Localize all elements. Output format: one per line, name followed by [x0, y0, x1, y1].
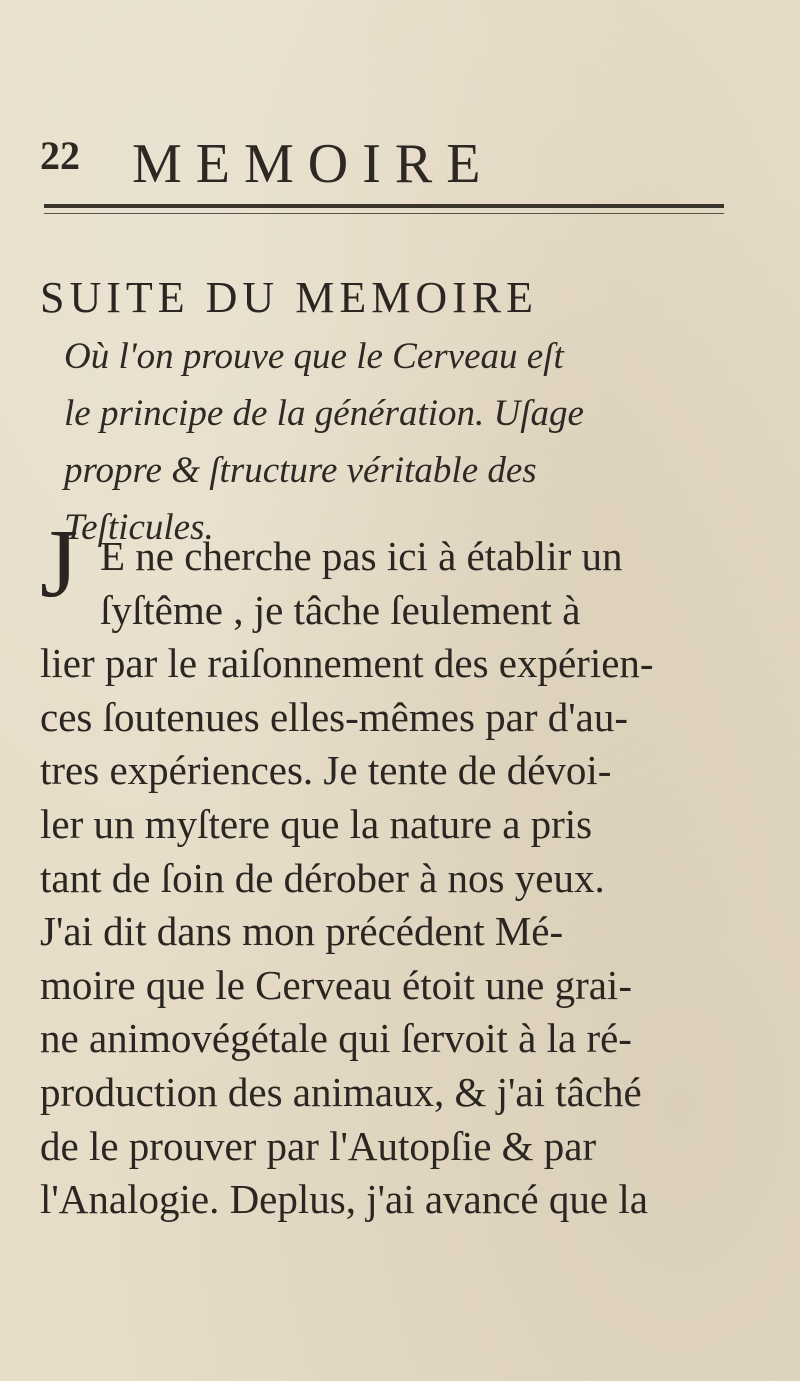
text-line: moire que le Cerveau étoit une grai- — [40, 961, 632, 1008]
text-line: ſyſtême , je tâche ſeulement à — [100, 586, 581, 633]
text-line: production des animaux, & j'ai tâché — [40, 1068, 642, 1115]
drop-cap: J — [40, 510, 79, 618]
summary-line: propre & ſtructure véritable des — [64, 450, 537, 491]
running-head — [40, 132, 780, 195]
text-line: ne animovégétale qui ſervoit à la ré- — [40, 1015, 632, 1062]
body-text — [40, 530, 760, 1227]
text-line: E ne cherche pas ici à établir un — [100, 533, 623, 579]
header-rule — [44, 204, 724, 208]
running-title: MEMOIRE — [132, 133, 495, 195]
summary-line: le principe de la génération. Uſage — [64, 393, 584, 434]
text-line: de le prouver par l'Autopſie & par — [40, 1122, 597, 1169]
text-line: ler un myſtere que la nature a pris — [40, 800, 593, 847]
text-line: tres expériences. Je tente de dévoi- — [40, 747, 612, 794]
summary-line: Teſticules. — [64, 507, 214, 548]
section-summary — [64, 328, 766, 556]
text-line: J'ai dit dans mon précédent Mé- — [40, 908, 564, 955]
header-rule-thin — [44, 213, 724, 214]
page-number: 22 — [40, 133, 80, 178]
section-title: SUITE DU MEMOIRE — [40, 273, 538, 322]
text-line: lier par le raiſonnement des expérien- — [40, 640, 654, 687]
text-line: tant de ſoin de dérober à nos yeux. — [40, 854, 605, 901]
text-line: ces ſoutenues elles-mêmes par d'au- — [40, 693, 628, 740]
summary-line: Où l'on prouve que le Cerveau eſt — [64, 336, 564, 377]
text-line: l'Analogie. Deplus, j'ai avancé que la — [40, 1176, 648, 1223]
